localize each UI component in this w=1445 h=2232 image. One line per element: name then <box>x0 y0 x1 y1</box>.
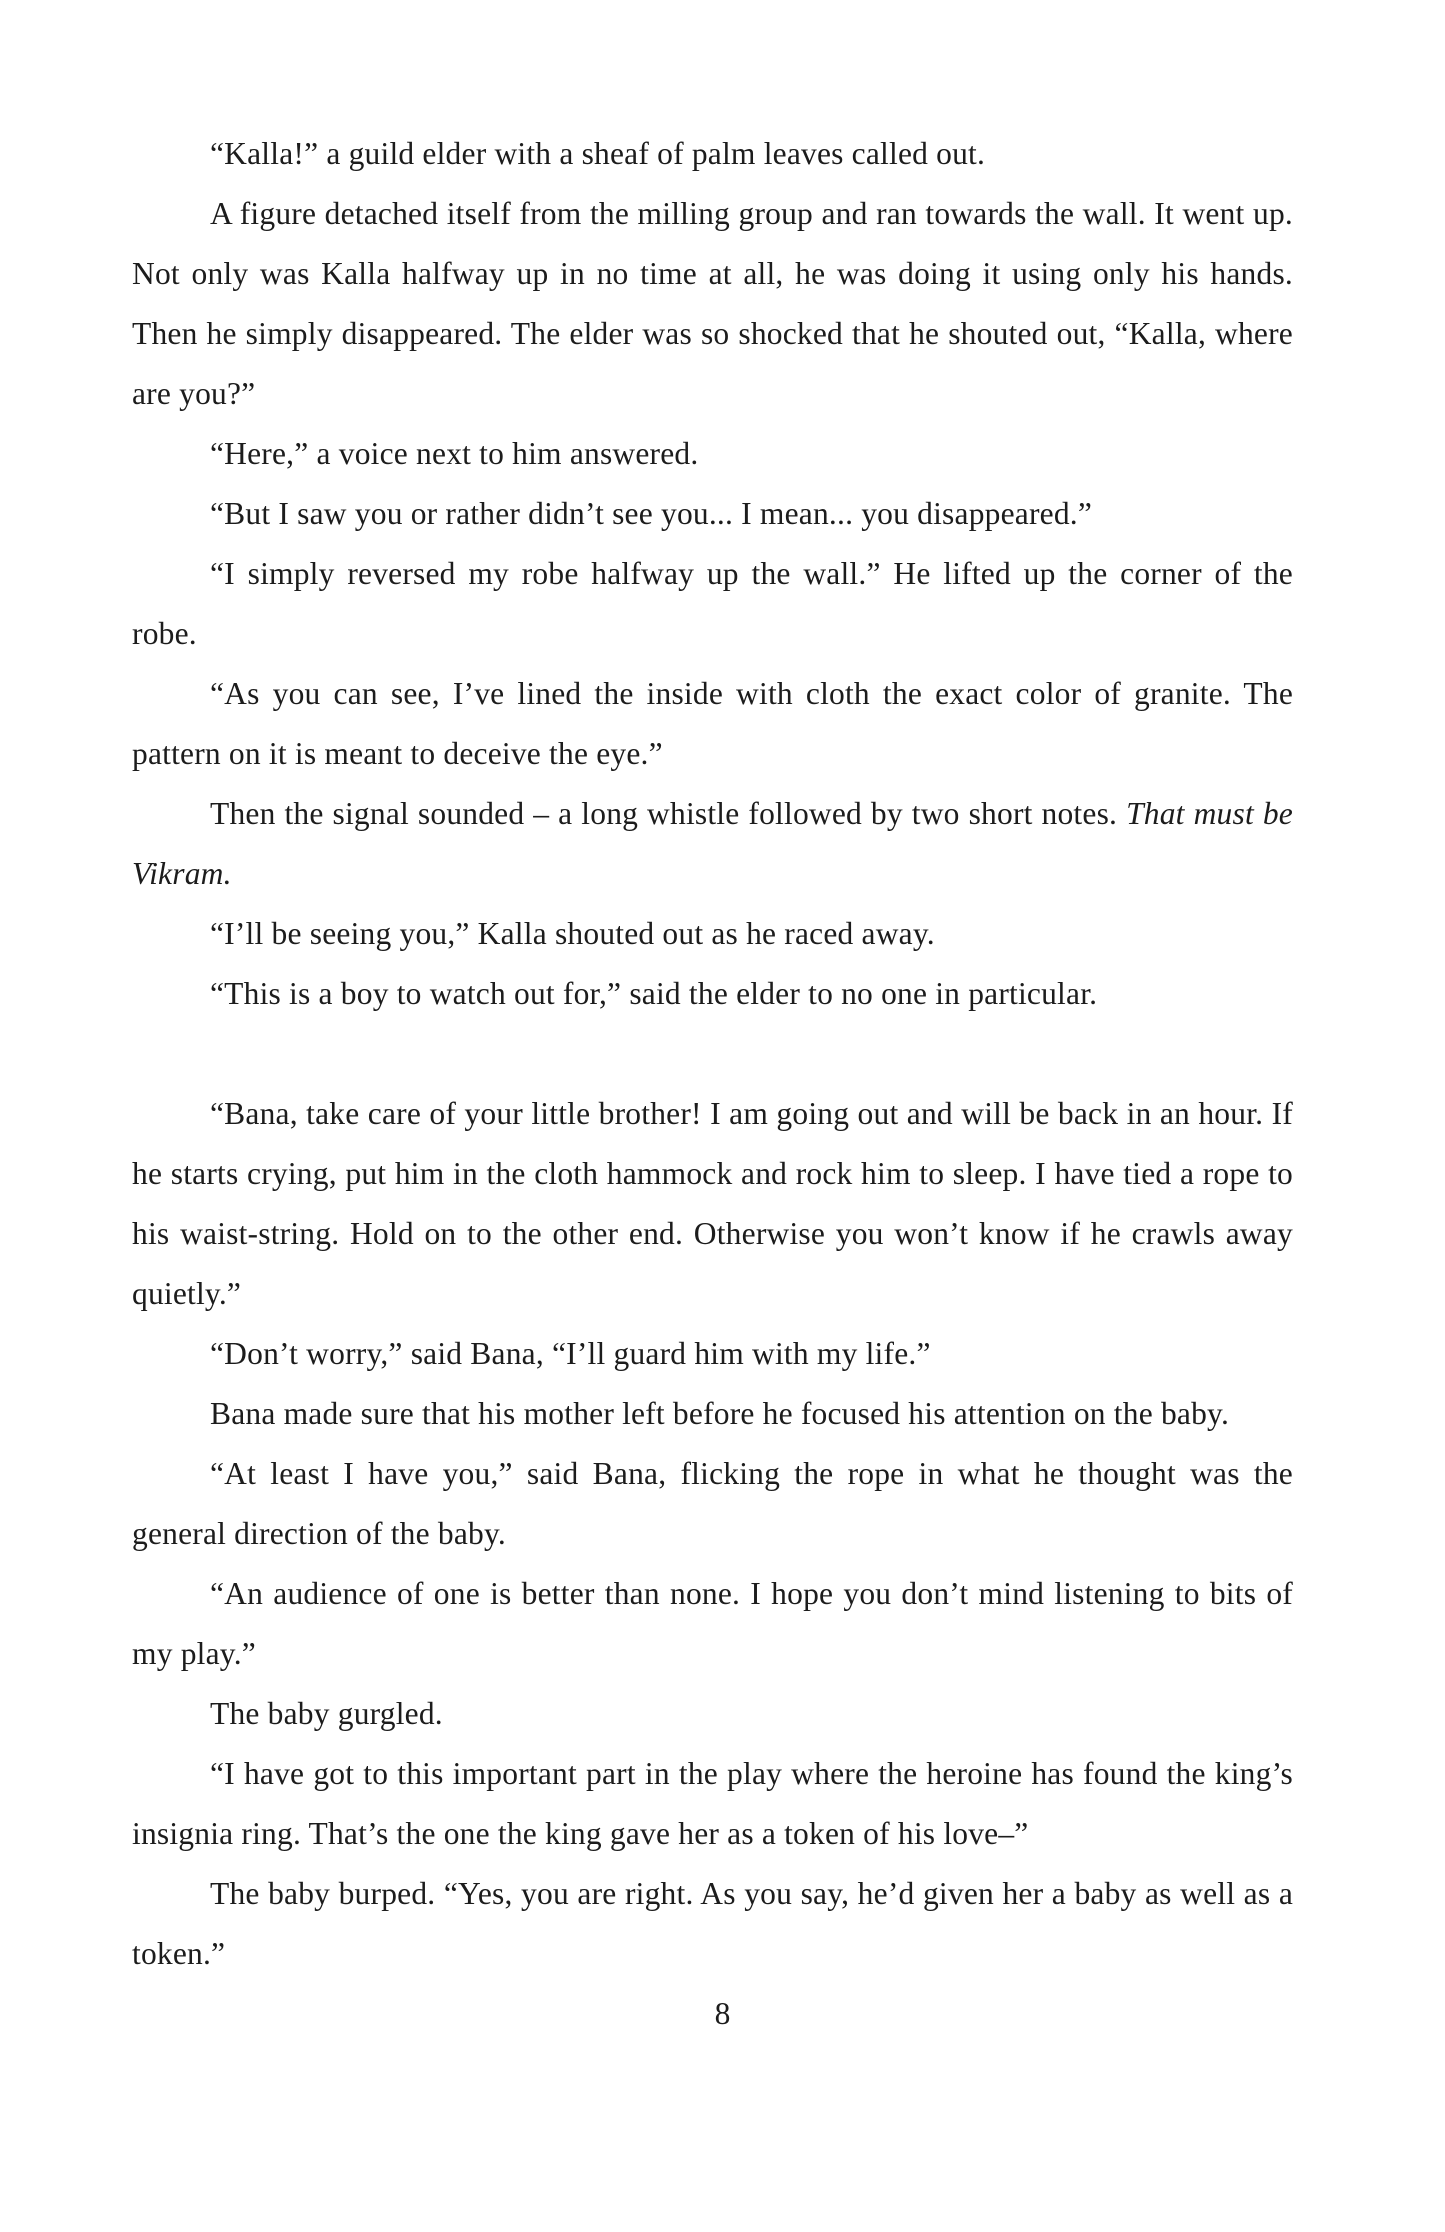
paragraph <box>132 784 1293 904</box>
text-run: “Kalla!” a guild elder with a sheaf of palm leaves called out. <box>210 136 986 171</box>
paragraph <box>132 544 1293 664</box>
paragraph <box>132 424 1293 484</box>
text-run: Bana made sure that his mother left before he focused his attention on the baby. <box>210 1396 1230 1431</box>
text-run: “This is a boy to watch out for,” said the elder to no one in particular. <box>210 976 1098 1011</box>
text-run: Then the signal sounded – a long whistle followed by two short notes. <box>210 796 1127 831</box>
page-number: 8 <box>714 1996 731 2031</box>
paragraph <box>132 1864 1293 1984</box>
paragraph <box>132 964 1293 1024</box>
italic-text-run: That must be Vikram. <box>132 796 1293 891</box>
text-run: “As you can see, I’ve lined the inside with cloth the exact color of granite. The pattern on it is meant to deceive the eye.” <box>132 676 1293 771</box>
text-run: The baby gurgled. <box>210 1696 443 1731</box>
paragraph <box>132 1324 1293 1384</box>
paragraph <box>132 1564 1293 1684</box>
paragraph <box>132 484 1293 544</box>
text-run: “At least I have you,” said Bana, flicking the rope in what he thought was the general direction of the baby. <box>132 1456 1293 1551</box>
text-run: “I simply reversed my robe halfway up the wall.” He lifted up the corner of the robe. <box>132 556 1293 651</box>
text-run: “Here,” a voice next to him answered. <box>210 436 699 471</box>
text-run: “Don’t worry,” said Bana, “I’ll guard him with my life.” <box>210 1336 931 1371</box>
paragraph <box>132 664 1293 784</box>
text-run: “I’ll be seeing you,” Kalla shouted out as he raced away. <box>210 916 935 951</box>
paragraph <box>132 124 1293 184</box>
text-run: The baby burped. “Yes, you are right. As you say, he’d given her a baby as well as a token.” <box>132 1876 1293 1971</box>
text-run: “Bana, take care of your little brother! I am going out and will be back in an hour. If he starts crying, put him in the cloth hammock and rock him to sleep. I have tied a rope to his waist-string. Hold on to the other end. Otherwise you won’t know if he crawls away quietly.” <box>132 1096 1293 1311</box>
paragraph <box>132 904 1293 964</box>
text-run: “But I saw you or rather didn’t see you... I mean... you disappeared.” <box>210 496 1093 531</box>
paragraph <box>132 1684 1293 1744</box>
paragraph <box>132 1744 1293 1864</box>
paragraphs <box>132 0 1293 1984</box>
paragraph <box>132 184 1293 424</box>
text-run: A figure detached itself from the milling group and ran towards the wall. It went up. Not only was Kalla halfway up in no time at all, he was doing it using only his hands. Then he simply disappeared. The elder was so shocked that he shouted out, “Kalla, where are you?” <box>132 196 1293 411</box>
text-run: “An audience of one is better than none. I hope you don’t mind listening to bits of my play.” <box>132 1576 1293 1671</box>
paragraph <box>132 1384 1293 1444</box>
text-run: “I have got to this important part in the play where the heroine has found the king’s insignia ring. That’s the one the king gave her as a token of his love–” <box>132 1756 1293 1851</box>
paragraph <box>132 1444 1293 1564</box>
paragraph <box>132 1084 1293 1324</box>
